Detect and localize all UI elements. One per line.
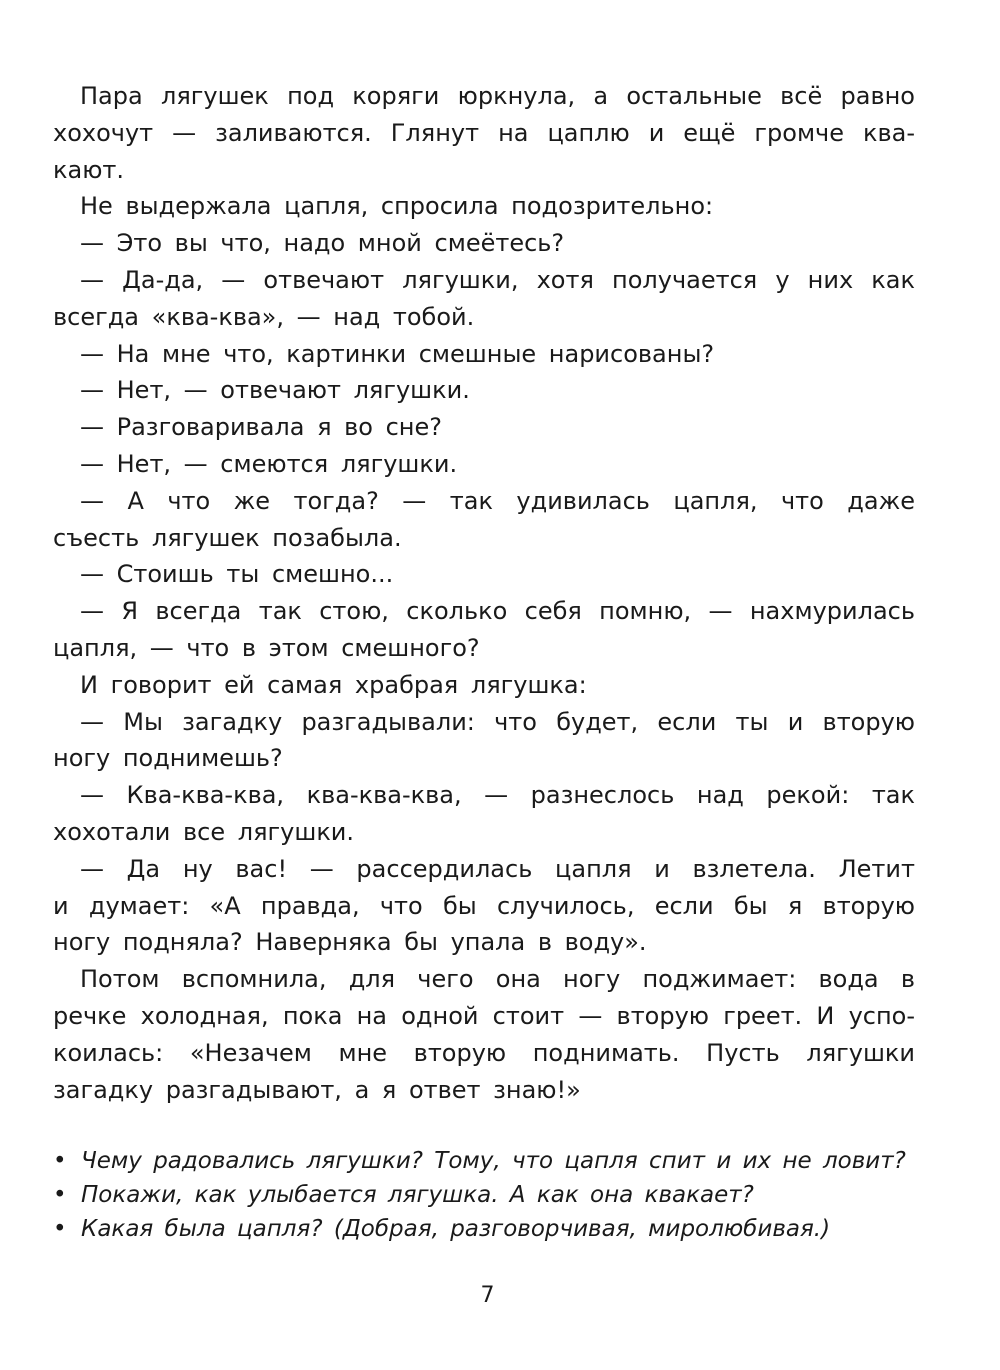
text-line: цапля, — что в этом смешного? xyxy=(53,633,480,662)
text-line: хохочут — заливаются. Глянут на цаплю и ещё громче ква- xyxy=(53,118,915,147)
bullet-icon: • xyxy=(53,1182,67,1208)
story-text xyxy=(53,78,915,1108)
text-line: коилась: «Незачем мне вторую поднимать. Пусть лягушки xyxy=(53,1038,915,1067)
bullet-icon: • xyxy=(53,1216,67,1242)
text-line: — Нет, — отвечают лягушки. xyxy=(80,376,470,405)
text-line: — Стоишь ты смешно... xyxy=(80,560,394,589)
text-line: — Нет, — смеются лягушки. xyxy=(80,449,458,478)
text-line: — На мне что, картинки смешные нарисованы? xyxy=(80,339,715,368)
text-line: Не выдержала цапля, спросила подозрительно: xyxy=(80,192,714,221)
text-line: Потом вспомнила, для чего она ногу поджимает: вода в xyxy=(80,965,915,994)
text-line: и думает: «А правда, что бы случилось, если бы я вторую xyxy=(53,891,915,920)
bullet-icon: • xyxy=(53,1148,67,1174)
question-item xyxy=(53,1212,933,1246)
page-number: 7 xyxy=(480,1283,495,1308)
text-line: Пара лягушек под коряги юркнула, а остальные всё равно xyxy=(80,82,915,110)
text-line: — Ква-ква-ква, ква-ква-ква, — разнеслось над рекой: так xyxy=(80,781,915,810)
text-line: кают. xyxy=(53,155,125,184)
text-line: речке холодная, пока на одной стоит — вторую греет. И успо- xyxy=(53,1001,915,1030)
text-line: ногу поднимешь? xyxy=(53,744,283,773)
question-text: Какая была цапля? (Добрая, разговорчивая, миролюбивая.) xyxy=(81,1216,831,1242)
text-line: И говорит ей самая храбрая лягушка: xyxy=(80,670,587,699)
text-line: — А что же тогда? — так удивилась цапля, что даже xyxy=(80,486,915,515)
text-line: — Да-да, — отвечают лягушки, хотя получается у них как xyxy=(80,265,915,294)
question-text: Покажи, как улыбается лягушка. А как она квакает? xyxy=(81,1182,754,1208)
question-list xyxy=(53,1144,933,1246)
text-line: — Это вы что, надо мной смеётесь? xyxy=(80,229,565,258)
text-line: всегда «ква-ква», — над тобой. xyxy=(53,302,475,331)
question-item xyxy=(53,1144,933,1178)
question-item xyxy=(53,1178,933,1212)
text-line: загадку разгадывают, а я ответ знаю!» xyxy=(53,1075,581,1104)
text-line: — Да ну вас! — рассердилась цапля и взлетела. Летит xyxy=(80,854,915,883)
question-text: Чему радовались лягушки? Тому, что цапля спит и их не ловит? xyxy=(81,1148,906,1174)
text-line: — Разговаривала я во сне? xyxy=(80,413,442,442)
text-line: хохотали все лягушки. xyxy=(53,817,355,846)
text-line: — Мы загадку разгадывали: что будет, если ты и вторую xyxy=(80,707,915,736)
text-line: — Я всегда так стою, сколько себя помню, — нахмурилась xyxy=(80,597,915,626)
text-line: ногу подняла? Наверняка бы упала в воду». xyxy=(53,928,647,957)
text-line: съесть лягушек позабыла. xyxy=(53,523,402,552)
